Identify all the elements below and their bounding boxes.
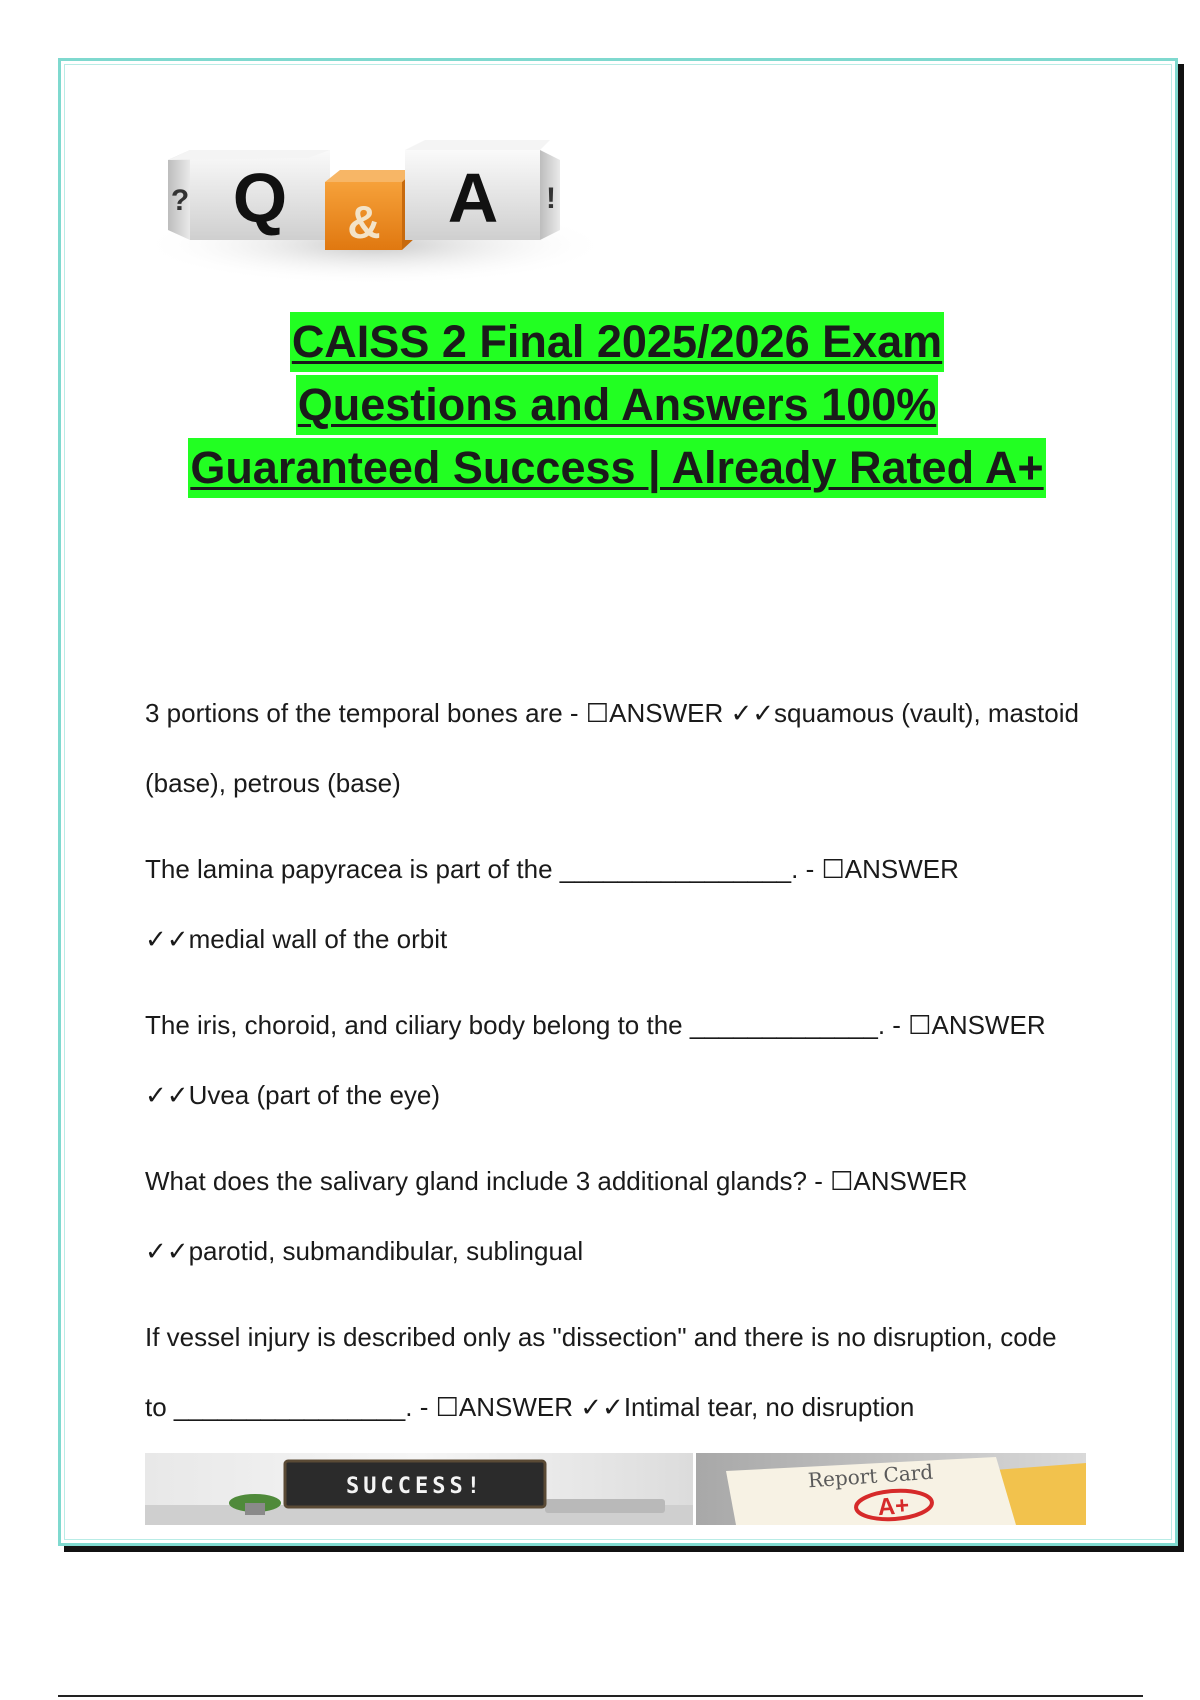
- success-sign-text: SUCCESS!: [346, 1474, 484, 1499]
- document-title: [60, 312, 1174, 501]
- qa-item-2: The lamina papyracea is part of the ________________. - ☐ANSWER ✓✓medial wall of the orbit: [145, 854, 959, 954]
- qa-list: [145, 678, 1085, 1458]
- bottom-rule: [58, 1695, 1143, 1697]
- report-card-title: Report Card: [807, 1459, 934, 1493]
- die-a-side-mark: !: [546, 182, 556, 215]
- report-card-image: [696, 1453, 1086, 1525]
- die-q-letter: Q: [232, 159, 288, 237]
- title-line-3: Guaranteed Success | Already Rated A+: [188, 438, 1045, 498]
- die-q: [168, 150, 330, 240]
- keyboard-icon: [545, 1499, 665, 1513]
- qa-item-5: If vessel injury is described only as "dissection" and there is no disruption, code to ________________. - ☐ANSWER ✓✓Intimal tear, no disruption: [145, 1322, 1057, 1422]
- title-line-1: CAISS 2 Final 2025/2026 Exam: [290, 312, 944, 372]
- die-a: [405, 140, 560, 240]
- qa-item-4: What does the salivary gland include 3 additional glands? - ☐ANSWER ✓✓parotid, submandibular, sublingual: [145, 1166, 968, 1266]
- grade-mark: A+: [876, 1491, 911, 1522]
- qa-item-3: The iris, choroid, and ciliary body belong to the _____________. - ☐ANSWER ✓✓Uvea (part of the eye): [145, 1010, 1046, 1110]
- qa-item-1: 3 portions of the temporal bones are - ☐ANSWER ✓✓squamous (vault), mastoid (base), petrous (base): [145, 698, 1079, 798]
- die-amp-symbol: &: [347, 196, 381, 248]
- title-line-2: Questions and Answers 100%: [296, 375, 939, 435]
- die-amp: [325, 170, 415, 250]
- qa-dice-logo: [140, 110, 610, 290]
- die-q-side-mark: ?: [170, 184, 190, 217]
- die-a-letter: A: [447, 159, 499, 237]
- success-sign-image: [145, 1453, 693, 1525]
